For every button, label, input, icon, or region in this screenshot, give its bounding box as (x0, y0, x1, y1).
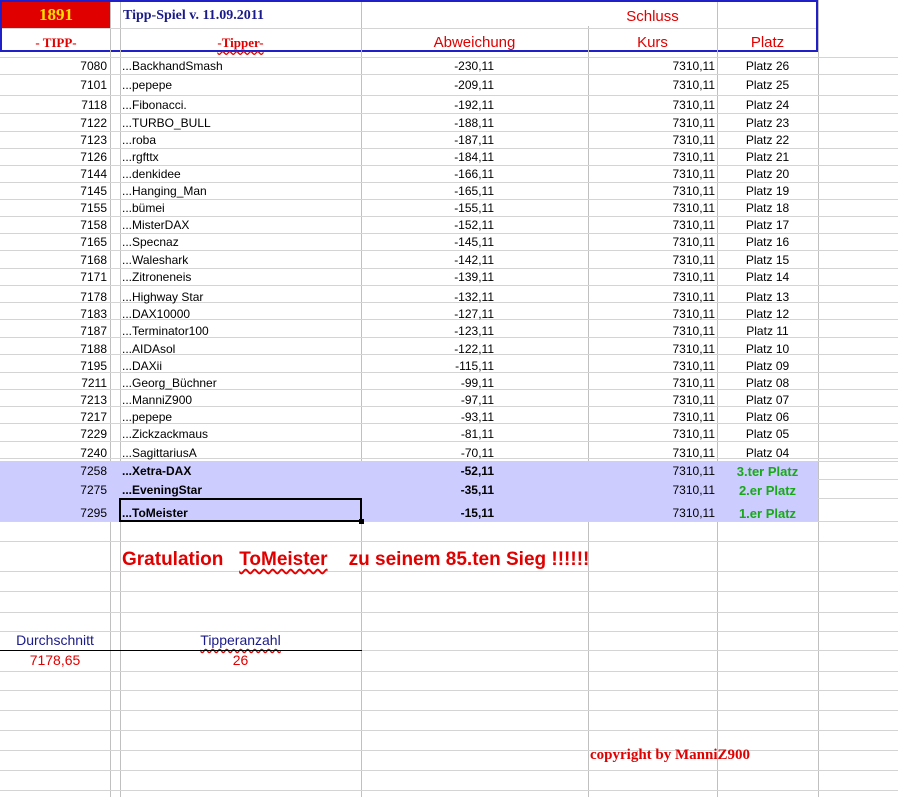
copyright-text: copyright by ManniZ900 (590, 747, 751, 763)
cell-tipper[interactable]: ...DAX10000 (122, 307, 191, 321)
cell-kurs[interactable]: 7310,11 (672, 59, 715, 73)
grid-row-line (0, 730, 898, 731)
cell-abweichung[interactable]: -115,11 (455, 359, 494, 373)
cell-abweichung[interactable]: -145,11 (454, 235, 494, 249)
schluss-label: Schluss (626, 8, 679, 25)
cell-tipp[interactable]: 7211 (81, 376, 107, 390)
cell-kurs[interactable]: 7310,11 (672, 506, 715, 520)
cell-tipp[interactable]: 7217 (80, 410, 107, 424)
tipp-number-cell (2, 2, 110, 28)
fill-handle[interactable] (359, 519, 364, 524)
grid-row-line (0, 671, 898, 672)
cell-abweichung[interactable]: -122,11 (454, 342, 494, 356)
cell-platz[interactable]: Platz 23 (745, 116, 790, 130)
cell-abweichung[interactable]: -52,11 (460, 464, 494, 478)
cell-tipper[interactable]: ...Specnaz (122, 235, 179, 249)
cell-kurs[interactable]: 7310,11 (672, 393, 715, 407)
cell-tipper[interactable]: ...TURBO_BULL (122, 116, 211, 130)
cell-platz[interactable]: Platz 05 (745, 427, 790, 441)
cell-tipp[interactable]: 7258 (80, 464, 107, 478)
cell-kurs[interactable]: 7310,11 (672, 218, 715, 232)
cell-platz[interactable]: Platz 26 (745, 59, 790, 73)
cell-tipper[interactable]: ...bümei (122, 201, 165, 215)
cell-kurs[interactable]: 7310,11 (672, 359, 715, 373)
cell-abweichung[interactable]: -70,11 (460, 446, 494, 460)
cell-platz[interactable]: Platz 15 (745, 253, 790, 267)
cell-platz[interactable]: 1.er Platz (738, 506, 797, 521)
cell-kurs[interactable]: 7310,11 (672, 464, 715, 478)
cell-tipper[interactable]: ...AIDAsol (122, 342, 176, 356)
cell-abweichung[interactable]: -139,11 (454, 270, 494, 284)
cell-tipp[interactable]: 7126 (80, 150, 107, 164)
cell-kurs[interactable]: 7310,11 (672, 376, 715, 390)
cell-abweichung[interactable]: -142,11 (454, 253, 494, 267)
cell-platz[interactable]: Platz 07 (745, 393, 790, 407)
col-header-tipper-text: -Tipper- (217, 35, 264, 50)
cell-tipper[interactable]: ...Highway Star (122, 290, 204, 304)
cell-abweichung[interactable]: -99,11 (460, 376, 494, 390)
cell-platz[interactable]: Platz 18 (745, 201, 790, 215)
cell-tipper[interactable]: ...Xetra-DAX (122, 464, 192, 478)
cell-kurs[interactable]: 7310,11 (672, 167, 715, 181)
cell-abweichung[interactable]: -127,11 (454, 307, 494, 321)
cell-platz[interactable]: Platz 19 (745, 184, 790, 198)
cell-abweichung[interactable]: -230,11 (454, 59, 494, 73)
cell-tipper[interactable]: ...BackhandSmash (122, 59, 223, 73)
cell-tipper[interactable]: ...Hanging_Man (122, 184, 207, 198)
cell-tipp[interactable]: 7188 (80, 342, 107, 356)
cell-platz[interactable]: Platz 08 (745, 376, 790, 390)
tipp-number: 1891 (39, 5, 73, 24)
cell-tipper[interactable]: ...ToMeister (122, 506, 188, 520)
cell-tipp[interactable]: 7168 (80, 253, 107, 267)
cell-tipper[interactable]: ...SagittariusA (122, 446, 197, 460)
cell-tipp[interactable]: 7240 (80, 446, 107, 460)
cell-platz[interactable]: Platz 06 (745, 410, 790, 424)
cell-tipp[interactable]: 7118 (81, 98, 107, 112)
cell-abweichung[interactable]: -188,11 (454, 116, 494, 130)
cell-tipp[interactable]: 7144 (80, 167, 107, 181)
col-header-tipper (120, 35, 361, 51)
grid-col-line (120, 0, 121, 797)
cell-platz[interactable]: Platz 22 (745, 133, 790, 147)
cell-platz[interactable]: Platz 24 (745, 98, 790, 112)
selected-cell[interactable] (119, 498, 362, 522)
cell-abweichung[interactable]: -192,11 (454, 98, 494, 112)
cell-platz[interactable]: Platz 21 (745, 150, 790, 164)
cell-abweichung[interactable]: -15,11 (460, 506, 494, 520)
cell-tipper[interactable]: ...Fibonacci. (122, 98, 187, 112)
cell-abweichung[interactable]: -184,11 (454, 150, 494, 164)
cell-tipp[interactable]: 7295 (80, 506, 107, 520)
col-header-tipp: - TIPP- (35, 35, 77, 50)
cell-platz[interactable]: Platz 04 (745, 446, 790, 460)
cell-tipp[interactable]: 7187 (80, 324, 107, 338)
cell-tipper[interactable]: ...DAXii (122, 359, 163, 373)
congrats-text-1: Gratulation (122, 549, 224, 570)
cell-tipp[interactable]: 7213 (80, 393, 107, 407)
cell-tipp[interactable]: 7165 (80, 235, 107, 249)
col-header-kurs: Kurs (637, 34, 668, 51)
grid-col-line (110, 0, 111, 797)
cell-tipp[interactable]: 7080 (80, 59, 107, 73)
cell-kurs[interactable]: 7310,11 (672, 201, 715, 215)
cell-tipp[interactable]: 7123 (80, 133, 107, 147)
cell-platz[interactable]: 2.er Platz (738, 483, 797, 498)
cell-tipper[interactable]: ...denkidee (122, 167, 181, 181)
sheet-title: Tipp-Spiel v. 11.09.2011 (123, 8, 264, 23)
grid-row-line (0, 770, 898, 771)
grid-row-line (0, 612, 898, 613)
grid-row-line (0, 690, 898, 691)
cell-tipp[interactable]: 7195 (80, 359, 107, 373)
cell-kurs[interactable]: 7310,11 (672, 270, 715, 284)
congrats-text-2: zu seinem 85.ten Sieg !!!!!! (348, 549, 590, 570)
tipperanzahl-value: 26 (232, 652, 249, 668)
cell-kurs[interactable]: 7310,11 (672, 235, 715, 249)
tipperanzahl-label-text: Tipperanzahl (200, 632, 281, 648)
cell-platz[interactable]: 3.ter Platz (736, 464, 799, 479)
cell-abweichung[interactable]: -187,11 (454, 133, 494, 147)
cell-tipper[interactable]: ...EveningStar (122, 483, 203, 497)
cell-kurs[interactable]: 7310,11 (672, 78, 715, 92)
cell-kurs[interactable]: 7310,11 (672, 253, 715, 267)
cell-tipp[interactable]: 7178 (80, 290, 107, 304)
cell-abweichung[interactable]: -35,11 (460, 483, 494, 497)
cell-abweichung[interactable]: -93,11 (460, 410, 494, 424)
col-header-abweichung: Abweichung (433, 34, 516, 51)
cell-tipp[interactable]: 7158 (80, 218, 107, 232)
cell-kurs[interactable]: 7310,11 (672, 133, 715, 147)
durchschnitt-label: Durchschnitt (16, 632, 94, 648)
cell-abweichung[interactable]: -132,11 (454, 290, 494, 304)
grid-row-line (0, 790, 898, 791)
cell-kurs[interactable]: 7310,11 (672, 116, 715, 130)
cell-kurs[interactable]: 7310,11 (672, 342, 715, 356)
cell-tipper[interactable]: ...Terminator100 (122, 324, 209, 338)
cell-abweichung[interactable]: -165,11 (454, 184, 494, 198)
cell-platz[interactable]: Platz 10 (745, 342, 790, 356)
grid-row-line (0, 710, 898, 711)
cell-tipper[interactable]: ...Georg_Büchner (122, 376, 217, 390)
cell-abweichung[interactable]: -152,11 (454, 218, 494, 232)
cell-kurs[interactable]: 7310,11 (672, 150, 715, 164)
cell-platz[interactable]: Platz 16 (745, 235, 790, 249)
cell-tipp[interactable]: 7275 (80, 483, 107, 497)
header-box (0, 0, 818, 52)
cell-platz[interactable]: Platz 09 (745, 359, 790, 373)
stats-divider (0, 650, 362, 651)
cell-tipper[interactable]: ...Zickzackmaus (122, 427, 209, 441)
cell-kurs[interactable]: 7310,11 (672, 427, 715, 441)
cell-tipper[interactable]: ...ManniZ900 (122, 393, 193, 407)
cell-tipp[interactable]: 7171 (80, 270, 107, 284)
cell-kurs[interactable]: 7310,11 (672, 98, 715, 112)
cell-tipper[interactable]: ...Waleshark (122, 253, 189, 267)
cell-platz[interactable]: Platz 14 (745, 270, 790, 284)
cell-abweichung[interactable]: -166,11 (454, 167, 494, 181)
cell-abweichung[interactable]: -209,11 (454, 78, 494, 92)
cell-tipp[interactable]: 7122 (80, 116, 107, 130)
congrats-message (122, 548, 589, 572)
grid-col-line (818, 0, 819, 797)
durchschnitt-value: 7178,65 (29, 652, 81, 668)
cell-tipp[interactable]: 7229 (80, 427, 107, 441)
cell-kurs[interactable]: 7310,11 (672, 290, 715, 304)
cell-tipper[interactable]: ...rgfttx (122, 150, 159, 164)
cell-platz[interactable]: Platz 11 (746, 324, 789, 338)
cell-tipp[interactable]: 7155 (80, 201, 107, 215)
cell-platz[interactable]: Platz 17 (745, 218, 790, 232)
cell-kurs[interactable]: 7310,11 (672, 184, 715, 198)
cell-tipper[interactable]: ...pepepe (122, 78, 173, 92)
cell-tipp[interactable]: 7145 (80, 184, 107, 198)
cell-tipper[interactable]: ...pepepe (122, 410, 173, 424)
col-header-platz: Platz (750, 34, 785, 51)
cell-kurs[interactable]: 7310,11 (672, 324, 715, 338)
cell-abweichung[interactable]: -97,11 (460, 393, 494, 407)
cell-tipper[interactable]: ...MisterDAX (122, 218, 190, 232)
cell-tipper[interactable]: ...roba (122, 133, 157, 147)
cell-tipp[interactable]: 7183 (80, 307, 107, 321)
cell-platz[interactable]: Platz 25 (745, 78, 790, 92)
tipperanzahl-label (120, 632, 361, 649)
cell-abweichung[interactable]: -81,11 (460, 427, 494, 441)
cell-platz[interactable]: Platz 13 (745, 290, 790, 304)
cell-kurs[interactable]: 7310,11 (672, 410, 715, 424)
cell-platz[interactable]: Platz 12 (745, 307, 790, 321)
cell-kurs[interactable]: 7310,11 (672, 446, 715, 460)
cell-abweichung[interactable]: -155,11 (454, 201, 494, 215)
grid-row-line (0, 591, 898, 592)
grid-row-line (0, 750, 898, 751)
congrats-winner-name: ToMeister (239, 549, 328, 570)
cell-kurs[interactable]: 7310,11 (672, 307, 715, 321)
grid-row-line (0, 95, 898, 96)
cell-kurs[interactable]: 7310,11 (672, 483, 715, 497)
grid-row-line (0, 541, 898, 542)
cell-tipper[interactable]: ...Zitroneneis (122, 270, 192, 284)
cell-abweichung[interactable]: -123,11 (454, 324, 494, 338)
cell-tipp[interactable]: 7101 (80, 78, 107, 92)
cell-platz[interactable]: Platz 20 (745, 167, 790, 181)
